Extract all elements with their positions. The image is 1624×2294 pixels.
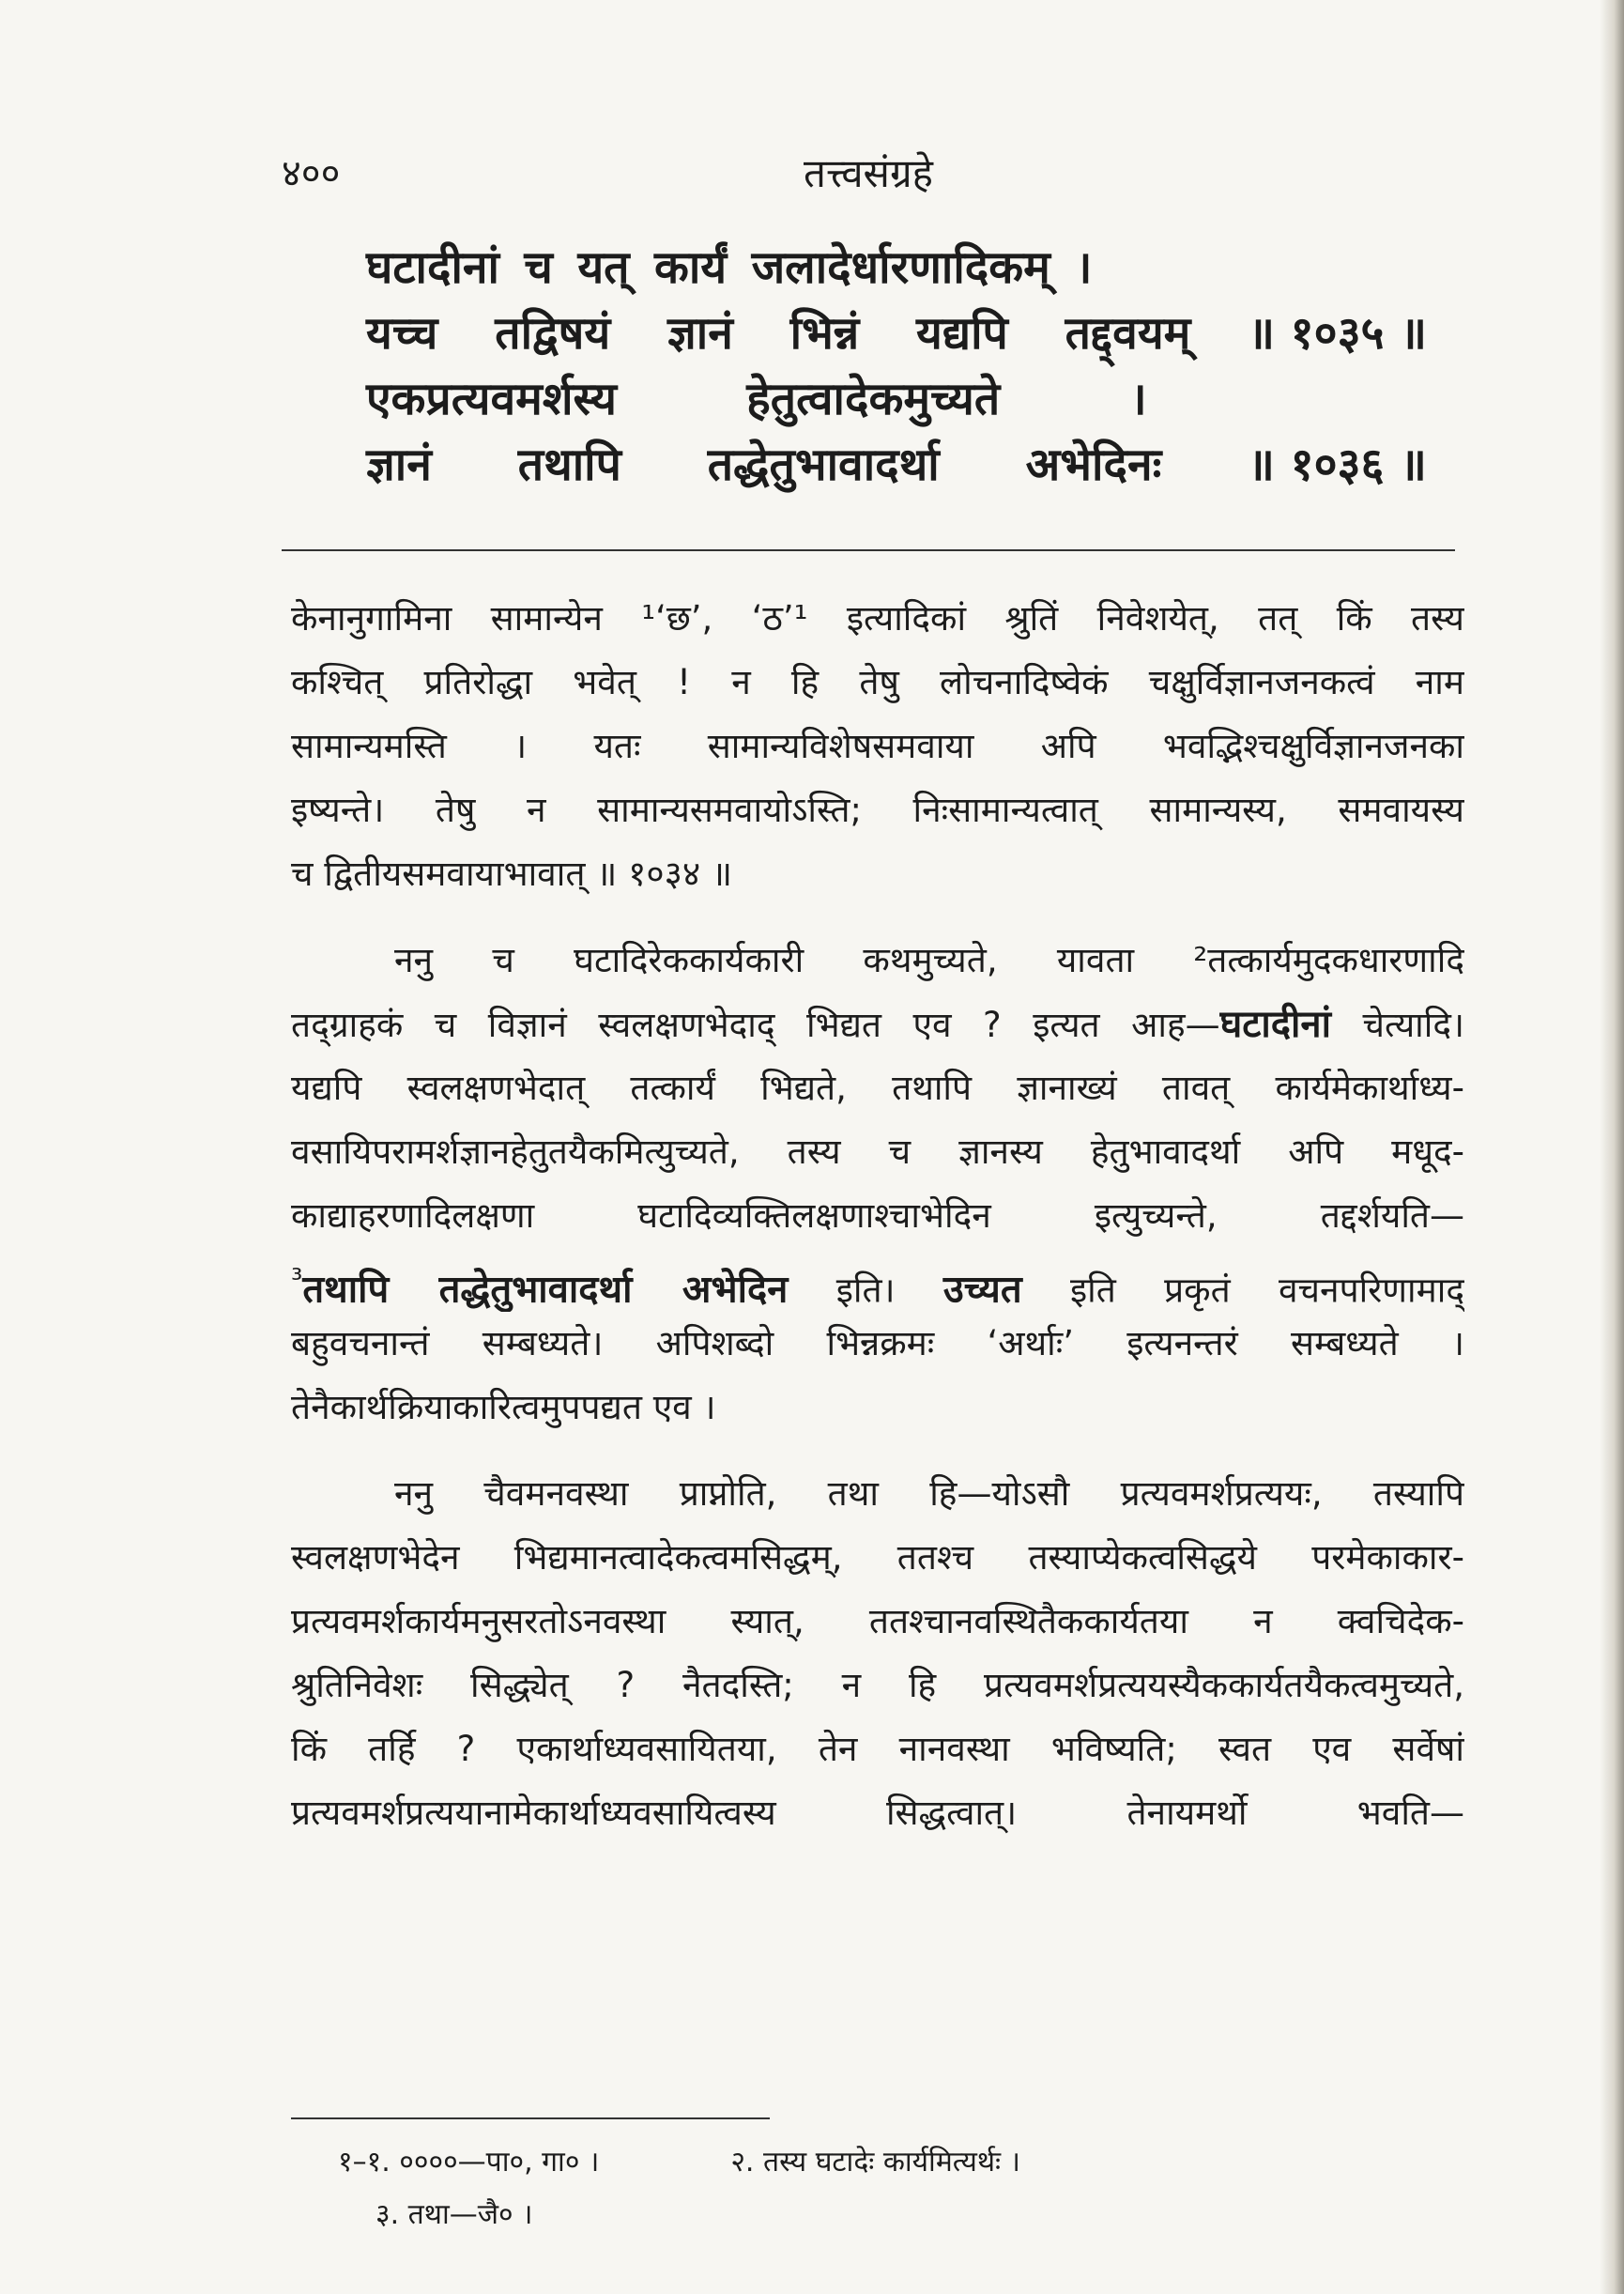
verse-danda: ।	[1129, 373, 1147, 425]
text-line: ननु चैवमनवस्था प्राप्नोति, तथा हि—योऽसौ प्रत्यवमर्शप्रत्ययः, तस्यापि	[394, 1473, 1464, 1514]
verse-word: भिन्नं	[789, 307, 860, 360]
text-line: काद्याहरणादिलक्षणा घटादिव्यक्तिलक्षणाश्चाभेदिन इत्युच्यन्ते, तद्दर्शयति—	[291, 1195, 1464, 1236]
text-line	[291, 1248, 1464, 1312]
text-segment: तद्ग्राहकं च विज्ञानं स्वलक्षणभेदाद् भिद्यत एव ? इत्यत आह—	[291, 1005, 1220, 1045]
commentary-paragraph-1	[291, 587, 1464, 906]
text-line: बहुवचनान्तं सम्बध्यते। अपिशब्दो भिन्नक्रमः ‘अर्थाः’ इत्यनन्तरं सम्बध्यते ।	[291, 1323, 1464, 1363]
text-line: श्रुतिनिवेशः सिद्ध्येत् ? नैतदस्ति; न हि प्रत्यवमर्शप्रत्ययस्यैककार्यतयैकत्वमुच्यते,	[291, 1665, 1464, 1705]
footnote-divider	[291, 2117, 770, 2119]
text-segment: इति।	[788, 1270, 943, 1311]
text-line	[291, 993, 1464, 1056]
text-line: सामान्यमस्ति । यतः सामान्यविशेषसमवाया अपि भवद्भिश्चक्षुर्विज्ञानजनका	[291, 726, 1464, 766]
verse-block	[366, 239, 1427, 502]
text-line: ननु च घटादिरेककार्यकारी कथमुच्यते, यावता ²तत्कार्यमुदकधारणादि	[394, 940, 1464, 980]
verse-word: तद्विषयं	[495, 307, 611, 360]
text-line: इष्यन्ते। तेषु न सामान्यसमवायोऽस्ति; निःसामान्यत्वात् सामान्यस्य, समवायस्य	[291, 790, 1464, 830]
footnote-2: २. तस्य घटादेः कार्यमित्यर्थः ।	[730, 2146, 1021, 2179]
verse-line-1	[366, 239, 1427, 305]
verse-word: च	[524, 241, 553, 294]
verse-quote: उच्यत	[942, 1268, 1022, 1312]
footnote-row	[338, 2136, 1371, 2189]
verse-word: कार्यं	[653, 241, 728, 294]
verse-word: एकप्रत्यवमर्शस्य	[366, 373, 618, 425]
verse-word: यच्च	[366, 307, 438, 360]
text-line: यद्यपि स्वलक्षणभेदात् तत्कार्यं भिद्यते, तथापि ज्ञानाख्यं तावत् कार्यमेकार्थाध्य-	[291, 1068, 1464, 1108]
text-line: केनानुगामिना सामान्येन ¹‘छ’, ‘ठ’¹ इत्यादिकां श्रुतिं निवेशयेत्, तत् किं तस्य	[291, 598, 1464, 639]
running-title: तत्त्वसंग्रहे	[804, 150, 933, 196]
verse-line-3	[366, 371, 1427, 437]
verse-word: तद्धेतुभावादर्था	[707, 439, 940, 491]
verse-quote: घटादीनां	[1219, 1003, 1331, 1046]
verse-word: ज्ञानं	[667, 307, 733, 360]
text-segment: इति प्रकृतं वचनपरिणामाद्	[1021, 1270, 1464, 1311]
commentary	[291, 587, 1464, 1868]
verse-quote: तथापि तद्धेतुभावादर्था अभेदिन	[302, 1268, 789, 1312]
verse-number: ॥ १०३६ ॥	[1248, 439, 1427, 491]
text-line: स्वलक्षणभेदेन भिद्यमानत्वादेकत्वमसिद्धम्, ततश्च तस्याप्येकत्वसिद्धये परमेकाकार-	[291, 1537, 1464, 1578]
verse-word: जलादेर्धारणादिकम्	[751, 241, 1050, 294]
commentary-paragraph-3	[291, 1462, 1464, 1845]
verse-word: घटादीनां	[366, 241, 499, 294]
verse-line-4	[366, 437, 1427, 502]
verse-danda: ।	[1075, 241, 1093, 294]
verse-word: यत्	[577, 241, 630, 294]
text-line: प्रत्यवमर्शकार्यमनुसरतोऽनवस्था स्यात्, ततश्चानवस्थितैककार्यतया न क्वचिदेक-	[291, 1601, 1464, 1641]
text-line: वसायिपरामर्शज्ञानहेतुतयैकमित्युच्यते, तस्य च ज्ञानस्य हेतुभावादर्था अपि मधूद-	[291, 1132, 1464, 1172]
page-number: ४००	[282, 152, 341, 195]
verse-word: अभेदिनः	[1025, 439, 1162, 491]
page-header	[282, 146, 1455, 202]
text-line: च द्वितीयसमवायाभावात् ॥ १०३४ ॥	[291, 854, 732, 894]
footnote-row	[338, 2189, 1371, 2241]
verse-word: तद्द्वयम्	[1065, 307, 1191, 360]
verse-word: ज्ञानं	[366, 439, 432, 491]
verse-divider	[282, 549, 1455, 551]
footnote-3: ३. तथा—जै० ।	[375, 2198, 533, 2231]
verse-number: ॥ १०३५ ॥	[1248, 307, 1427, 360]
verse-word: तथापि	[517, 439, 621, 491]
page-edge-shadow	[1600, 0, 1624, 2294]
text-line: प्रत्यवमर्शप्रत्ययानामेकार्थाध्यवसायित्वस्य सिद्धत्वात्। तेनायमर्थो भवति—	[291, 1793, 1464, 1833]
verse-line-2	[366, 305, 1427, 371]
footnote-1: १–१. ००००—पा०, गा० ।	[338, 2146, 600, 2179]
footnote-marker: ³	[291, 1263, 303, 1297]
verse-word: यद्यपि	[915, 307, 1008, 360]
commentary-paragraph-2	[291, 929, 1464, 1440]
text-line: तेनैकार्थक्रियाकारित्वमुपपद्यत एव ।	[291, 1387, 716, 1427]
text-line: किं तर्हि ? एकार्थाध्यवसायितया, तेन नानवस्था भविष्यति; स्वत एव सर्वेषां	[291, 1729, 1464, 1769]
text-segment: चेत्यादि।	[1330, 1005, 1464, 1045]
footnotes	[338, 2136, 1371, 2241]
verse-word: हेतुत्वादेकमुच्यते	[746, 373, 1001, 425]
text-line: कश्चित् प्रतिरोद्धा भवेत् ! न हि तेषु लोचनादिष्वेकं चक्षुर्विज्ञानजनकत्वं नाम	[291, 662, 1464, 702]
